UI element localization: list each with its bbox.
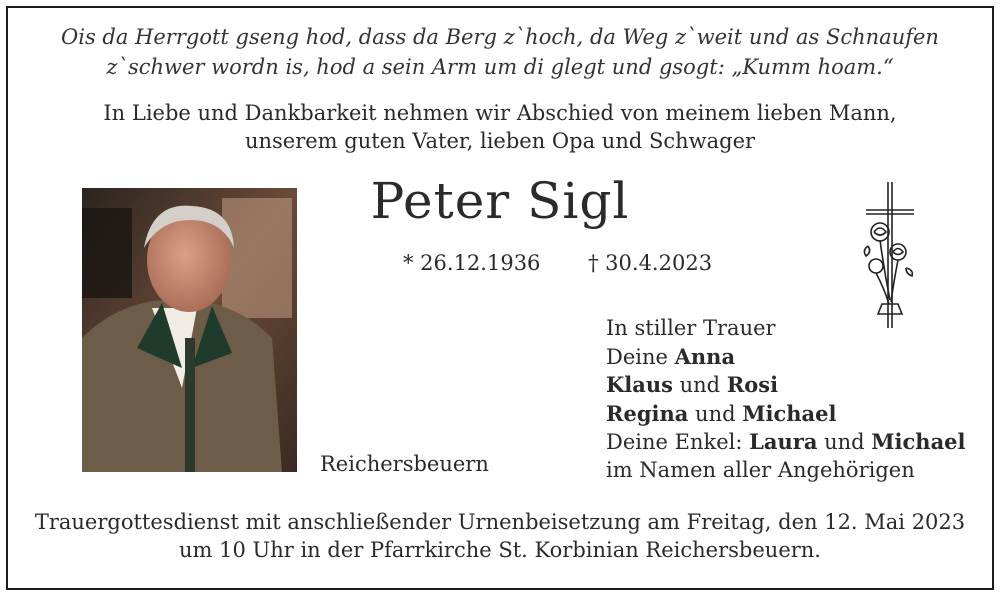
- birth-date: * 26.12.1936: [403, 251, 541, 275]
- mourners-line-6: im Namen aller Angehörigen: [606, 457, 915, 482]
- quote-line-2: z`schwer wordn is, hod a sein Arm um di glegt und gsogt: „Kumm hoam.“: [106, 55, 894, 79]
- death-date: † 30.4.2023: [588, 251, 713, 275]
- mourner-name: Laura: [749, 429, 818, 454]
- text-prefix: Deine: [606, 344, 668, 369]
- text-prefix: Deine Enkel:: [606, 430, 743, 454]
- portrait-photo: [82, 188, 297, 472]
- mourners-line-5: [606, 428, 966, 457]
- mourner-name: Michael: [871, 429, 966, 454]
- intro-line-1: In Liebe und Dankbarkeit nehmen wir Abschied von meinem lieben Mann,: [103, 101, 897, 125]
- residence-place: Reichersbeuern: [320, 452, 489, 476]
- mourner-name: Klaus: [606, 372, 673, 397]
- mourners-line-1: In stiller Trauer: [606, 316, 776, 340]
- mourners-list: [606, 315, 966, 484]
- service-line-1: Trauergottesdienst mit anschließender Urnenbeisetzung am Freitag, den 12. Mai 2023: [34, 510, 966, 534]
- service-info: [0, 508, 1000, 564]
- dialect-quote: [0, 22, 1000, 82]
- conjunction: und: [679, 373, 721, 397]
- conjunction: und: [695, 401, 736, 426]
- quote-line-1: Ois da Herrgott gseng hod, dass da Berg z`hoch, da Weg z`weit und as Schnaufen: [61, 25, 939, 49]
- mourners-line-4: [606, 400, 966, 429]
- mourner-name: Regina: [606, 400, 689, 426]
- mourner-name: Rosi: [726, 372, 779, 397]
- intro-text: [0, 99, 1000, 155]
- intro-line-2: unserem guten Vater, lieben Opa und Schwager: [244, 129, 756, 153]
- mourners-line-3: [606, 371, 966, 400]
- deceased-name: Peter Sigl: [370, 172, 630, 230]
- conjunction: und: [824, 430, 865, 454]
- mourners-line-2: [606, 343, 966, 372]
- service-line-2: um 10 Uhr in der Pfarrkirche St. Korbinian Reichersbeuern.: [179, 538, 821, 562]
- mourner-name: Michael: [742, 400, 837, 426]
- mourner-name: Anna: [674, 343, 736, 369]
- cross-with-roses-icon: [858, 180, 922, 330]
